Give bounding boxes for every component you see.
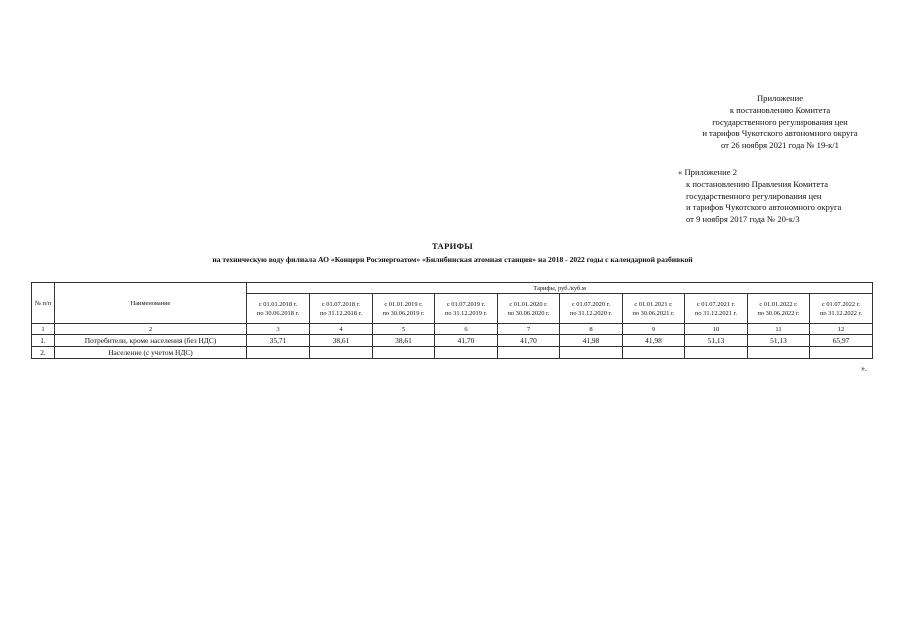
- column-index: 11: [748, 324, 810, 335]
- period-from: с 01.01.2019 г.: [384, 300, 423, 308]
- tariff-value: 38,61: [310, 335, 373, 347]
- appendix2-line: « Приложение 2: [678, 167, 738, 177]
- tariff-value: 65,97: [810, 335, 873, 347]
- document-subtitle: на техническую воду филиала АО «Концерн Росэнергоатом» «Билибинская атомная станция» на 2018 - 2022 годы с календарной разбивкой: [212, 255, 693, 264]
- tariff-value: 51,13: [748, 335, 810, 347]
- column-index: 3: [247, 324, 310, 335]
- tariff-value: 51,13: [685, 335, 748, 347]
- appendix-line: Приложение: [756, 93, 804, 103]
- document-title: ТАРИФЫ: [431, 241, 474, 251]
- period-to: по 31.12.2022 г.: [820, 309, 863, 317]
- period-header: [810, 294, 873, 324]
- tariff-value: [748, 347, 810, 359]
- tariff-value: [623, 347, 685, 359]
- table-header-row: [32, 283, 873, 294]
- table-row: [32, 347, 873, 359]
- period-to: по 30.06.2019 г.: [382, 309, 425, 317]
- period-to: по 31.12.2018 г.: [319, 309, 363, 317]
- period-to: по 31.12.2020 г.: [569, 309, 613, 317]
- period-header: [310, 294, 373, 324]
- appendix-line: и тарифов Чукотского автономного округа: [702, 128, 858, 139]
- tariff-table: [31, 282, 873, 359]
- period-header: [435, 294, 498, 324]
- column-index: 6: [435, 324, 498, 335]
- tariff-value: 38,61: [373, 335, 435, 347]
- period-header: [623, 294, 685, 324]
- period-to: по 30.06.2022 г.: [757, 309, 800, 317]
- tariff-value: 41,98: [560, 335, 623, 347]
- closing-quote-mark: ».: [861, 364, 867, 373]
- period-to: по 31.12.2019 г.: [444, 309, 488, 317]
- period-to: по 30.06.2018 г.: [256, 309, 300, 317]
- column-header-number: № п/п: [32, 283, 55, 324]
- column-index: 1: [32, 324, 55, 335]
- row-name: Население (с учетом НДС): [55, 347, 247, 359]
- tariff-value: [810, 347, 873, 359]
- column-index: 10: [685, 324, 748, 335]
- tariff-value: [560, 347, 623, 359]
- row-number: 1.: [32, 335, 55, 347]
- tariff-value: 35,71: [247, 335, 310, 347]
- period-header: [498, 294, 560, 324]
- table-row: [32, 335, 873, 347]
- column-index: 2: [55, 324, 247, 335]
- period-from: с 01.01.2021 г.: [634, 300, 673, 308]
- tariff-value: [435, 347, 498, 359]
- appendix-line: государственного регулирования цен: [712, 116, 848, 127]
- period-header: [748, 294, 810, 324]
- appendix2-header: [678, 167, 898, 226]
- period-from: с 01.07.2019 г.: [446, 300, 486, 308]
- appendix2-line: от 9 ноября 2017 года № 20-к/3: [686, 214, 800, 225]
- tariff-value: 41,70: [435, 335, 498, 347]
- column-header-name: Наименование: [55, 283, 247, 324]
- tariff-value: [685, 347, 748, 359]
- column-index-row: [32, 324, 873, 335]
- period-header: [373, 294, 435, 324]
- period-from: с 01.01.2018 г.: [258, 300, 298, 308]
- tariff-value: 41,70: [498, 335, 560, 347]
- column-index: 4: [310, 324, 373, 335]
- tariff-value: [310, 347, 373, 359]
- period-header: [247, 294, 310, 324]
- tariff-value: 41,98: [623, 335, 685, 347]
- appendix2-line: государственного регулирования цен: [686, 190, 822, 201]
- appendix-line: к постановлению Комитета: [729, 104, 831, 115]
- column-index: 8: [560, 324, 623, 335]
- column-index: 12: [810, 324, 873, 335]
- tariff-value: [373, 347, 435, 359]
- period-to: по 30.06.2021 г.: [632, 309, 675, 317]
- period-from: с 01.07.2022 г.: [821, 300, 861, 308]
- appendix2-line: и тарифов Чукотского автономного округа: [686, 202, 842, 213]
- tariff-value: [247, 347, 310, 359]
- appendix-line: от 26 ноября 2021 года № 19-к/1: [721, 140, 839, 151]
- period-from: с 01.07.2021 г.: [696, 300, 736, 308]
- tariff-value: [498, 347, 560, 359]
- period-to: по 30.06.2020 г.: [507, 309, 550, 317]
- period-header: [560, 294, 623, 324]
- row-number: 2.: [32, 347, 55, 359]
- period-to: по 31.12.2021 г.: [694, 309, 738, 317]
- period-from: с 01.01.2022 г.: [759, 300, 798, 308]
- column-index: 5: [373, 324, 435, 335]
- column-index: 9: [623, 324, 685, 335]
- column-index: 7: [498, 324, 560, 335]
- period-from: с 01.07.2020 г.: [571, 300, 611, 308]
- period-from: с 01.07.2018 г.: [321, 300, 361, 308]
- appendix-header: [660, 93, 900, 152]
- column-group-header-tariffs: Тарифы, руб./куб.м: [247, 283, 873, 294]
- period-from: с 01.01.2020 г.: [509, 300, 548, 308]
- period-header: [685, 294, 748, 324]
- row-name: Потребители, кроме населения (без НДС): [55, 335, 247, 347]
- appendix2-line: к постановлению Правления Комитета: [686, 178, 829, 189]
